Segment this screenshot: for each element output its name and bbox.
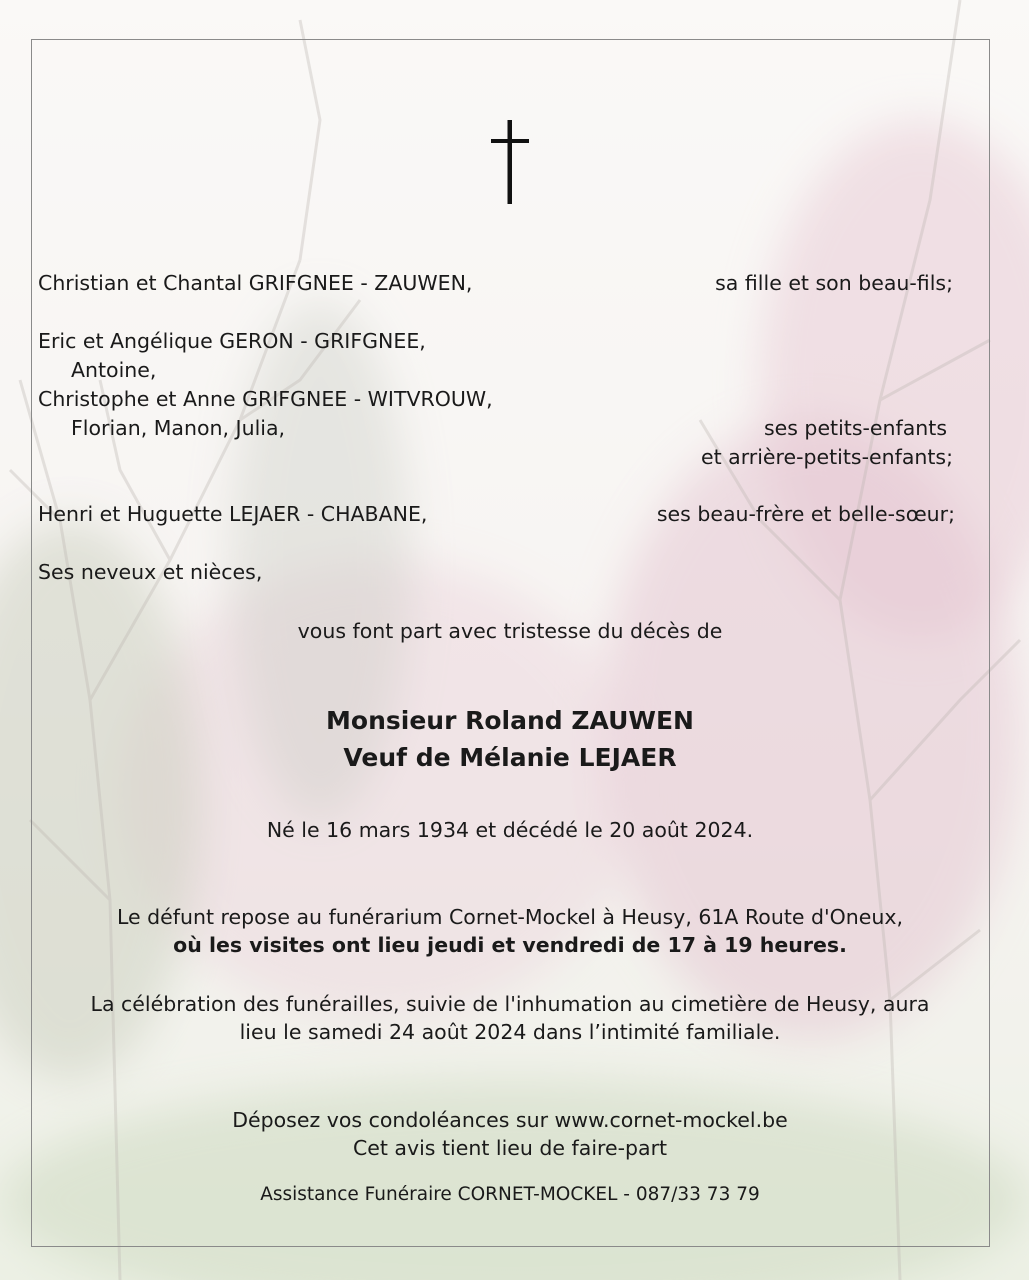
great-grandchildren-relation: et arrière-petits-enfants; (701, 445, 953, 469)
funeral-details-1: La célébration des funérailles, suivie de l'inhumation au cimetière de Heusy, aura (90, 992, 930, 1016)
nephews-nieces: Ses neveux et nièces, (38, 560, 263, 584)
great-grandchildren-1: Antoine, (71, 358, 157, 382)
visitation-location: Le défunt repose au funérarium Cornet-Mockel à Heusy, 61A Route d'Oneux, (116, 905, 904, 929)
grandchild-couple-2: Christophe et Anne GRIFGNEE - WITVROUW, (38, 387, 493, 411)
funeral-home-footer: Assistance Funéraire CORNET-MOCKEL - 087/33 73 79 (260, 1184, 760, 1205)
deceased-name: Monsieur Roland ZAUWEN (326, 706, 694, 735)
cross-icon (491, 120, 529, 206)
grandchildren-relation: ses petits-enfants (763, 416, 947, 440)
notice-text: Cet avis tient lieu de faire-part (352, 1136, 668, 1160)
visitation-hours: où les visites ont lieu jeudi et vendredi de 17 à 19 heures. (173, 933, 847, 957)
condolences-text: Déposez vos condoléances sur www.cornet-mockel.be (232, 1108, 788, 1132)
inlaws-names: Henri et Huguette LEJAER - CHABANE, (38, 502, 428, 526)
birth-death-dates: Né le 16 mars 1934 et décédé le 20 août 2024. (266, 818, 754, 842)
funeral-details-2: lieu le samedi 24 août 2024 dans l’intimité familiale. (239, 1020, 781, 1044)
daughter-names: Christian et Chantal GRIFGNEE - ZAUWEN, (38, 271, 473, 295)
inlaws-relation: ses beau-frère et belle-sœur; (656, 502, 955, 526)
grandchild-couple-1: Eric et Angélique GERON - GRIFGNEE, (38, 329, 426, 353)
daughter-relation: sa fille et son beau-fils; (715, 271, 953, 295)
notice-border (31, 39, 990, 1247)
announcement-text: vous font part avec tristesse du décès de (297, 619, 723, 643)
deceased-spouse: Veuf de Mélanie LEJAER (343, 743, 677, 772)
great-grandchildren-2: Florian, Manon, Julia, (71, 416, 286, 440)
